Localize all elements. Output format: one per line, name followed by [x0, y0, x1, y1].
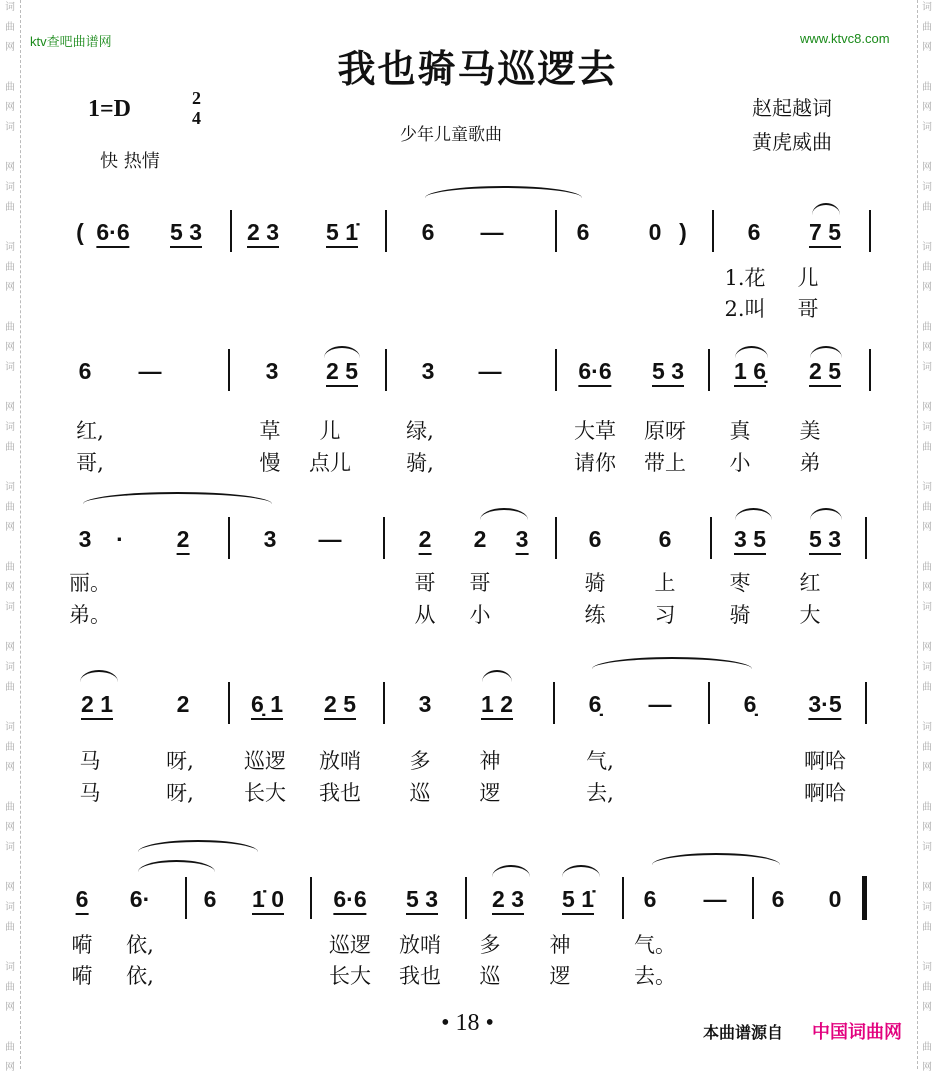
lyric-syllable: 弟。: [69, 603, 111, 627]
lyric-syllable: 马: [79, 781, 101, 805]
note: (: [76, 219, 84, 245]
barline: [555, 349, 557, 391]
note: 3: [421, 358, 435, 384]
watermark-char: 曲: [5, 1042, 15, 1053]
note: 1̇ 0: [252, 885, 284, 915]
barline: [383, 682, 385, 724]
note: 6: [771, 886, 785, 912]
time-signature: [192, 88, 201, 128]
watermark-char: 曲: [5, 982, 15, 993]
watermark-char: 词: [922, 2, 932, 13]
barline: [622, 877, 624, 919]
lyric-syllable: 呀,: [166, 781, 194, 805]
lyric-syllable: 请你: [574, 451, 616, 475]
tempo-marking: 快 热情: [100, 151, 160, 172]
barline: [555, 210, 557, 252]
lyric-syllable: 哥: [469, 571, 491, 595]
barline: [865, 682, 867, 724]
barline: [710, 517, 712, 559]
slur-mark: [810, 508, 842, 520]
site-url-right[interactable]: www.ktvc8.com: [800, 31, 890, 46]
slur-mark: [810, 346, 842, 358]
lyric-syllable: 神: [549, 933, 571, 957]
lyric-syllable: 点儿: [309, 451, 351, 475]
watermark-char: 网: [922, 1062, 932, 1073]
slur-mark: [735, 346, 768, 358]
lyric-syllable: 啊哈: [804, 781, 846, 805]
watermark-char: 词: [5, 2, 15, 13]
watermark-char: 曲: [922, 802, 932, 813]
lyric-syllable: 气。: [634, 933, 676, 957]
watermark-char: 网: [5, 822, 15, 833]
lyric-syllable: 带上: [644, 451, 686, 475]
watermark-char: 网: [5, 162, 15, 173]
watermark-char: 网: [5, 642, 15, 653]
lyricist-credit: 赵起越词: [752, 96, 832, 120]
watermark-char: 曲: [5, 442, 15, 453]
note: —: [703, 886, 727, 912]
lyric-syllable: 大: [799, 603, 821, 627]
watermark-char: 词: [922, 602, 932, 613]
watermark-char: 网: [5, 1002, 15, 1013]
barline: [230, 210, 232, 252]
lyric-syllable: 我也: [399, 964, 441, 988]
lyric-syllable: 我也: [319, 781, 361, 805]
watermark-char: 曲: [5, 202, 15, 213]
note: 0: [648, 219, 662, 245]
note: 6̣: [588, 691, 602, 717]
lyric-syllable: 逻: [549, 964, 571, 988]
watermark-char: 曲: [922, 562, 932, 573]
watermark-char: 曲: [922, 742, 932, 753]
lyric-syllable: 红,: [76, 419, 104, 443]
note: 6·6: [96, 218, 129, 248]
note: 5 3: [809, 525, 841, 555]
lyric-syllable: 哥: [414, 571, 436, 595]
watermark-char: 网: [5, 402, 15, 413]
watermark-char: 网: [922, 882, 932, 893]
watermark-char: 词: [922, 122, 932, 133]
note: —: [478, 358, 502, 384]
watermark-char: 词: [922, 362, 932, 373]
note: 2 3: [247, 218, 279, 248]
watermark-char: 词: [5, 182, 15, 193]
time-signature-top: 2: [192, 88, 201, 108]
watermark-char: 曲: [5, 262, 15, 273]
lyric-syllable: 小: [729, 451, 751, 475]
barline: [465, 877, 467, 919]
note: 3: [263, 526, 277, 552]
note: 6̣: [743, 691, 757, 717]
lyric-syllable: 2.叫: [724, 297, 766, 321]
watermark-char: 曲: [922, 322, 932, 333]
left-margin-line: [20, 0, 21, 1069]
lyric-syllable: 去,: [586, 781, 614, 805]
slur-mark: [735, 508, 772, 520]
lyric-syllable: 练: [584, 603, 606, 627]
site-name-left[interactable]: ktv查吧曲谱网: [30, 34, 112, 49]
watermark-char: 曲: [922, 202, 932, 213]
note: 7 5: [809, 218, 841, 248]
barline: [383, 517, 385, 559]
barline: [228, 517, 230, 559]
lyric-syllable: 气,: [586, 749, 614, 773]
watermark-char: 词: [5, 962, 15, 973]
watermark-char: 词: [5, 362, 15, 373]
watermark-char: 词: [5, 722, 15, 733]
slur-mark: [324, 346, 360, 358]
lyric-syllable: 骑: [584, 571, 606, 595]
slur-mark: [138, 860, 215, 872]
note: 2 3: [492, 885, 524, 915]
note: 6: [658, 526, 672, 552]
barline: [185, 877, 187, 919]
barline: [869, 349, 871, 391]
watermark-char: 词: [922, 902, 932, 913]
watermark-char: 网: [5, 1062, 15, 1073]
watermark-char: 网: [922, 342, 932, 353]
lyric-syllable: 神: [479, 749, 501, 773]
lyric-syllable: 儿: [319, 419, 341, 443]
watermark-char: 曲: [922, 82, 932, 93]
watermark-char: 曲: [5, 502, 15, 513]
lyric-syllable: 哥: [797, 297, 819, 321]
slur-mark: [562, 865, 600, 877]
lyric-syllable: 慢: [259, 451, 281, 475]
watermark-char: 曲: [5, 82, 15, 93]
watermark-char: 词: [5, 122, 15, 133]
lyric-syllable: 美: [799, 419, 821, 443]
watermark-char: 网: [922, 522, 932, 533]
watermark-char: 网: [5, 522, 15, 533]
watermark-char: 词: [922, 662, 932, 673]
lyric-syllable: 红: [799, 571, 821, 595]
watermark-char: 网: [5, 282, 15, 293]
lyric-syllable: 绿,: [406, 419, 434, 443]
page-number: • 18 •: [441, 1010, 494, 1036]
lyric-syllable: 小: [469, 603, 491, 627]
watermark-char: 曲: [922, 262, 932, 273]
slur-mark: [812, 203, 840, 215]
lyric-syllable: 巡逻: [329, 933, 371, 957]
watermark-char: 曲: [922, 442, 932, 453]
watermark-char: 词: [922, 422, 932, 433]
barline: [228, 349, 230, 391]
note: 6·6: [578, 357, 611, 387]
watermark-char: 词: [922, 482, 932, 493]
watermark-char: 词: [5, 482, 15, 493]
time-signature-bottom: 4: [192, 108, 201, 128]
slur-mark: [425, 186, 582, 198]
lyric-syllable: 逻: [479, 781, 501, 805]
note: 3: [418, 691, 432, 717]
lyric-syllable: 丽。: [69, 571, 111, 595]
watermark-char: 网: [922, 102, 932, 113]
lyric-syllable: 依,: [126, 964, 154, 988]
lyric-syllable: 枣: [729, 571, 751, 595]
barline: [555, 517, 557, 559]
note: 2 1: [81, 690, 113, 720]
barline: [385, 349, 387, 391]
note: 3·5: [808, 690, 841, 720]
note: 2 5: [809, 357, 841, 387]
watermark-char: 网: [5, 762, 15, 773]
note: 3 5: [734, 525, 766, 555]
lyric-syllable: 长大: [244, 781, 286, 805]
note: 6: [203, 886, 217, 912]
lyric-syllable: 嗬: [71, 933, 93, 957]
lyric-syllable: 放哨: [399, 933, 441, 957]
slur-mark: [480, 508, 528, 520]
note: 3: [265, 358, 279, 384]
watermark-char: 网: [922, 822, 932, 833]
lyric-syllable: 巡: [409, 781, 431, 805]
note: 6·6: [333, 885, 366, 915]
lyric-syllable: 啊哈: [804, 749, 846, 773]
source-label: 本曲谱源自: [703, 1023, 784, 1042]
watermark-char: 曲: [922, 922, 932, 933]
note: 3: [516, 525, 529, 555]
watermark-char: 网: [922, 762, 932, 773]
lyric-syllable: 长大: [329, 964, 371, 988]
lyric-syllable: 弟: [799, 451, 821, 475]
lyric-syllable: 骑,: [406, 451, 434, 475]
watermark-char: 网: [922, 402, 932, 413]
note: 2: [176, 691, 190, 717]
note: 2: [177, 525, 190, 555]
final-barline: [862, 876, 867, 920]
slur-mark: [138, 840, 258, 852]
note: ): [679, 219, 687, 245]
watermark-char: 词: [5, 662, 15, 673]
note: 0: [828, 886, 842, 912]
lyric-syllable: 草: [259, 419, 281, 443]
lyric-syllable: 放哨: [319, 749, 361, 773]
lyric-syllable: 原呀: [644, 419, 686, 443]
barline: [708, 349, 710, 391]
slur-mark: [83, 492, 272, 504]
note: 2: [473, 526, 487, 552]
watermark-char: 网: [5, 882, 15, 893]
note: 2 5: [324, 690, 356, 720]
watermark-char: 网: [922, 1002, 932, 1013]
note: 6: [421, 219, 435, 245]
source-site-link[interactable]: 中国词曲网: [812, 1022, 902, 1043]
note: 6·: [129, 886, 151, 912]
lyric-syllable: 儿: [797, 266, 819, 290]
lyric-syllable: 大草: [574, 419, 616, 443]
lyric-syllable: 去。: [634, 964, 676, 988]
note: 5 3: [170, 218, 202, 248]
lyric-syllable: 依,: [126, 933, 154, 957]
lyric-syllable: 哥,: [76, 451, 104, 475]
watermark-char: 曲: [5, 682, 15, 693]
barline: [553, 682, 555, 724]
barline: [752, 877, 754, 919]
watermark-char: 网: [922, 282, 932, 293]
note: 6: [78, 358, 92, 384]
song-title: 我也骑马巡逻去: [337, 46, 618, 91]
slur-mark: [592, 657, 752, 669]
watermark-char: 网: [5, 342, 15, 353]
note: 2: [419, 525, 432, 555]
watermark-char: 网: [922, 582, 932, 593]
note: 6̣ 1: [251, 690, 283, 720]
lyric-syllable: 从: [414, 603, 436, 627]
watermark-char: 词: [5, 602, 15, 613]
lyric-syllable: 习: [654, 603, 676, 627]
lyric-syllable: 马: [79, 749, 101, 773]
note: 5 3: [652, 357, 684, 387]
watermark-char: 曲: [5, 742, 15, 753]
barline: [708, 682, 710, 724]
lyric-syllable: 1.花: [724, 266, 766, 290]
lyric-syllable: 多: [479, 933, 501, 957]
barline: [310, 877, 312, 919]
note: 5 1̇: [326, 218, 358, 248]
barline: [869, 210, 871, 252]
lyric-syllable: 骑: [729, 603, 751, 627]
watermark-char: 词: [5, 842, 15, 853]
note: 1 2: [481, 690, 513, 720]
watermark-char: 词: [5, 902, 15, 913]
note: 1 6̣: [734, 357, 766, 387]
song-genre: 少年儿童歌曲: [400, 125, 502, 145]
lyric-syllable: 上: [654, 571, 676, 595]
composer-credit: 黄虎威曲: [752, 130, 832, 154]
note: 2 5: [326, 357, 358, 387]
note: —: [480, 219, 504, 245]
note: 6: [747, 219, 761, 245]
lyric-syllable: 多: [409, 749, 431, 773]
slur-mark: [482, 670, 512, 682]
note: 6: [76, 885, 89, 915]
barline: [865, 517, 867, 559]
watermark-char: 曲: [5, 922, 15, 933]
watermark-char: 曲: [922, 1042, 932, 1053]
key-signature: 1=D: [88, 96, 132, 122]
note: —: [138, 358, 162, 384]
note: —: [318, 526, 342, 552]
watermark-char: 网: [922, 642, 932, 653]
watermark-char: 网: [922, 42, 932, 53]
watermark-char: 词: [922, 242, 932, 253]
note: 6: [588, 526, 602, 552]
watermark-char: 曲: [5, 322, 15, 333]
lyric-syllable: 真: [729, 419, 751, 443]
watermark-char: 网: [5, 102, 15, 113]
right-margin-line: [917, 0, 918, 1069]
watermark-char: 词: [5, 422, 15, 433]
watermark-char: 网: [922, 162, 932, 173]
watermark-char: 词: [922, 962, 932, 973]
lyric-syllable: 巡: [479, 964, 501, 988]
watermark-char: 网: [5, 582, 15, 593]
slur-mark: [492, 865, 530, 877]
note: 5 3: [406, 885, 438, 915]
note: 5 1̇: [562, 885, 594, 915]
watermark-char: 词: [5, 242, 15, 253]
lyric-syllable: 呀,: [166, 749, 194, 773]
slur-mark: [80, 670, 118, 682]
note: ·: [116, 526, 124, 552]
note: 6: [576, 219, 590, 245]
watermark-char: 曲: [922, 682, 932, 693]
watermark-char: 曲: [922, 22, 932, 33]
barline: [228, 682, 230, 724]
watermark-char: 曲: [922, 982, 932, 993]
watermark-char: 词: [922, 842, 932, 853]
watermark-char: 词: [922, 722, 932, 733]
lyric-syllable: 嗬: [71, 964, 93, 988]
barline: [712, 210, 714, 252]
watermark-char: 曲: [922, 502, 932, 513]
barline: [385, 210, 387, 252]
watermark-char: 曲: [5, 562, 15, 573]
watermark-char: 词: [922, 182, 932, 193]
note: —: [648, 691, 672, 717]
lyric-syllable: 巡逻: [244, 749, 286, 773]
slur-mark: [652, 853, 780, 865]
watermark-char: 曲: [5, 802, 15, 813]
note: 6: [643, 886, 657, 912]
watermark-char: 曲: [5, 22, 15, 33]
note: 3: [78, 526, 92, 552]
watermark-char: 网: [5, 42, 15, 53]
